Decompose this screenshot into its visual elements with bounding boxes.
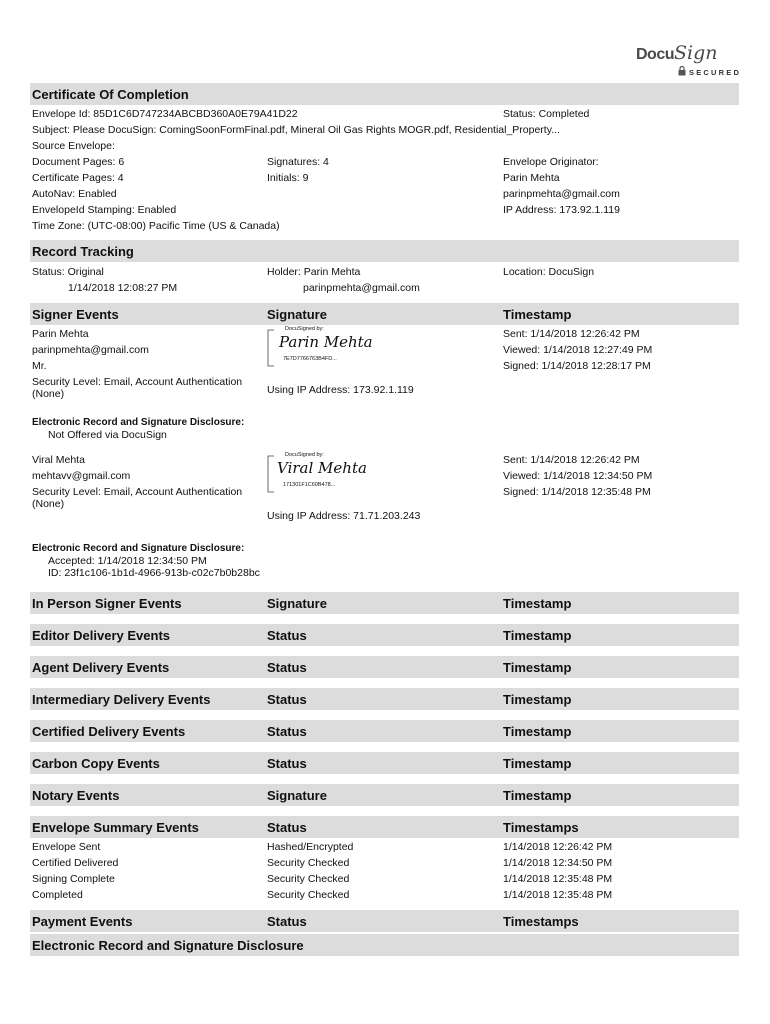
- signer-2-ip: Using IP Address: 71.71.203.243: [267, 510, 421, 522]
- signer-1-viewed: Viewed: 1/14/2018 12:27:49 PM: [503, 344, 653, 356]
- summary-row-4-timestamp: 1/14/2018 12:35:48 PM: [503, 889, 613, 901]
- envelope-originator-label: Envelope Originator:: [503, 156, 599, 168]
- record-status: Status: Original: [32, 266, 104, 278]
- summary-row-1-timestamp: 1/14/2018 12:26:42 PM: [503, 841, 613, 853]
- logo-brand-prefix: Docu: [636, 46, 674, 63]
- record-holder: Holder: Parin Mehta: [267, 266, 361, 278]
- signer-1-sent: Sent: 1/14/2018 12:26:42 PM: [503, 328, 640, 340]
- record-holder-email: parinpmehta@gmail.com: [303, 282, 420, 294]
- signer-2-security-none: (None): [32, 498, 65, 510]
- summary-row-1-status: Hashed/Encrypted: [267, 841, 354, 853]
- notary-events-title: Notary Events: [32, 788, 120, 803]
- certified-delivery-events-col2: Status: [267, 724, 307, 739]
- envelope-summary-col2: Status: [267, 820, 307, 835]
- editor-delivery-events-col3: Timestamp: [503, 628, 572, 643]
- certified-delivery-events-title: Certified Delivery Events: [32, 724, 186, 739]
- signatures-count: Signatures: 4: [267, 156, 329, 168]
- signer-events-col-timestamp: Timestamp: [503, 307, 572, 322]
- signer-1-disclosure-title: Electronic Record and Signature Disclosure:: [32, 417, 245, 428]
- signer-2-disclosure-accepted: Accepted: 1/14/2018 12:34:50 PM: [48, 555, 207, 567]
- summary-row-4-event: Completed: [32, 889, 83, 901]
- signer-1-sig-script: Parin Mehta: [279, 333, 373, 351]
- payment-events-bar: [30, 910, 739, 932]
- payment-events-title: Payment Events: [32, 914, 133, 929]
- signer-2-viewed: Viewed: 1/14/2018 12:34:50 PM: [503, 470, 653, 482]
- summary-row-2-timestamp: 1/14/2018 12:34:50 PM: [503, 857, 613, 869]
- time-zone: Time Zone: (UTC-08:00) Pacific Time (US & Canada): [32, 220, 280, 232]
- signer-2-name: Viral Mehta: [32, 454, 85, 466]
- signer-2-disclosure-title: Electronic Record and Signature Disclosure:: [32, 543, 245, 554]
- signer-events-header-bar: [30, 303, 739, 325]
- envelope-id: Envelope Id: 85D1C6D747234ABCBD360A0E79A41D22: [32, 108, 298, 120]
- record-tracking-title: Record Tracking: [32, 244, 134, 259]
- autonav: AutoNav: Enabled: [32, 188, 117, 200]
- summary-row-3-event: Signing Complete: [32, 873, 115, 885]
- signer-2-email: mehtavv@gmail.com: [32, 470, 131, 482]
- signer-events-title: Signer Events: [32, 307, 119, 322]
- notary-events-col3: Timestamp: [503, 788, 572, 803]
- envelope-subject: Subject: Please DocuSign: ComingSoonFormFinal.pdf, Mineral Oil Gas Rights MOGR.pdf, Residential_Property...: [32, 124, 560, 136]
- payment-events-col2: Status: [267, 914, 307, 929]
- signer-2-sig-id: 171301F1C60B478...: [283, 482, 336, 488]
- certificate-pages: Certificate Pages: 4: [32, 172, 124, 184]
- in-person-signer-events-title: In Person Signer Events: [32, 596, 182, 611]
- signer-2-sent: Sent: 1/14/2018 12:26:42 PM: [503, 454, 640, 466]
- summary-row-3-status: Security Checked: [267, 873, 350, 885]
- envelope-summary-events-title: Envelope Summary Events: [32, 820, 199, 835]
- signer-1-ip: Using IP Address: 173.92.1.119: [267, 384, 414, 396]
- disclosure-section-title: Electronic Record and Signature Disclosure: [32, 938, 304, 953]
- summary-row-3-timestamp: 1/14/2018 12:35:48 PM: [503, 873, 613, 885]
- intermediary-delivery-events-title: Intermediary Delivery Events: [32, 692, 211, 707]
- agent-delivery-events-col3: Timestamp: [503, 660, 572, 675]
- signer-events-col-signature: Signature: [267, 307, 327, 322]
- record-date: 1/14/2018 12:08:27 PM: [68, 282, 178, 294]
- signer-1-email: parinpmehta@gmail.com: [32, 344, 149, 356]
- carbon-copy-events-col2: Status: [267, 756, 307, 771]
- signer-1-signature: [265, 326, 373, 362]
- signature-bracket-icon: [265, 455, 275, 493]
- document-pages: Document Pages: 6: [32, 156, 125, 168]
- signer-1-signed: Signed: 1/14/2018 12:28:17 PM: [503, 360, 651, 372]
- logo-tagline: SECURED: [689, 68, 742, 77]
- originator-ip-address: IP Address: 173.92.1.119: [503, 204, 620, 216]
- certificate-title: Certificate Of Completion: [32, 87, 189, 102]
- signer-2-sig-script: Viral Mehta: [277, 459, 367, 477]
- logo-brand-suffix: Sign: [674, 42, 718, 64]
- signer-1-title: Mr.: [32, 360, 47, 372]
- agent-delivery-events-title: Agent Delivery Events: [32, 660, 170, 675]
- intermediary-delivery-events-col2: Status: [267, 692, 307, 707]
- carbon-copy-events-col3: Timestamp: [503, 756, 572, 771]
- originator-name: Parin Mehta: [503, 172, 560, 184]
- notary-events-col2: Signature: [267, 788, 327, 803]
- lock-icon: [678, 66, 686, 76]
- payment-events-col3: Timestamps: [503, 914, 579, 929]
- signature-bracket-icon: [265, 329, 275, 367]
- docusign-logo: [636, 44, 740, 80]
- signer-1-name: Parin Mehta: [32, 328, 89, 340]
- signer-2-signature: [265, 452, 367, 488]
- signer-1-disclosure-line: Not Offered via DocuSign: [48, 429, 167, 441]
- notary-events-bar: [30, 784, 739, 806]
- certified-delivery-events-col3: Timestamp: [503, 724, 572, 739]
- in-person-signer-events-col3: Timestamp: [503, 596, 572, 611]
- editor-delivery-events-title: Editor Delivery Events: [32, 628, 170, 643]
- agent-delivery-events-col2: Status: [267, 660, 307, 675]
- source-envelope: Source Envelope:: [32, 140, 115, 152]
- envelope-status: Status: Completed: [503, 108, 590, 120]
- record-tracking-header-bar: [30, 240, 739, 262]
- signer-2-signed: Signed: 1/14/2018 12:35:48 PM: [503, 486, 651, 498]
- signer-2-disclosure-id: ID: 23f1c106-1b1d-4966-913b-c02c7b0b28bc: [48, 567, 260, 579]
- carbon-copy-events-title: Carbon Copy Events: [32, 756, 160, 771]
- summary-row-1-event: Envelope Sent: [32, 841, 101, 853]
- intermediary-delivery-events-col3: Timestamp: [503, 692, 572, 707]
- summary-row-2-event: Certified Delivered: [32, 857, 119, 869]
- signer-1-sig-header: DocuSigned by:: [285, 326, 324, 332]
- signer-2-sig-header: DocuSigned by:: [285, 452, 324, 458]
- summary-row-4-status: Security Checked: [267, 889, 350, 901]
- signer-2-security: Security Level: Email, Account Authentication: [32, 486, 243, 498]
- in-person-signer-events-col2: Signature: [267, 596, 327, 611]
- editor-delivery-events-col2: Status: [267, 628, 307, 643]
- signer-1-security-none: (None): [32, 388, 65, 400]
- originator-email: parinpmehta@gmail.com: [503, 188, 620, 200]
- initials-count: Initials: 9: [267, 172, 309, 184]
- signer-1-sig-id: 7E7D7766763B4FD...: [283, 356, 337, 362]
- envelopeid-stamping: EnvelopeId Stamping: Enabled: [32, 204, 177, 216]
- envelope-summary-col3: Timestamps: [503, 820, 579, 835]
- signer-1-security: Security Level: Email, Account Authentication: [32, 376, 243, 388]
- summary-row-2-status: Security Checked: [267, 857, 350, 869]
- record-location: Location: DocuSign: [503, 266, 595, 278]
